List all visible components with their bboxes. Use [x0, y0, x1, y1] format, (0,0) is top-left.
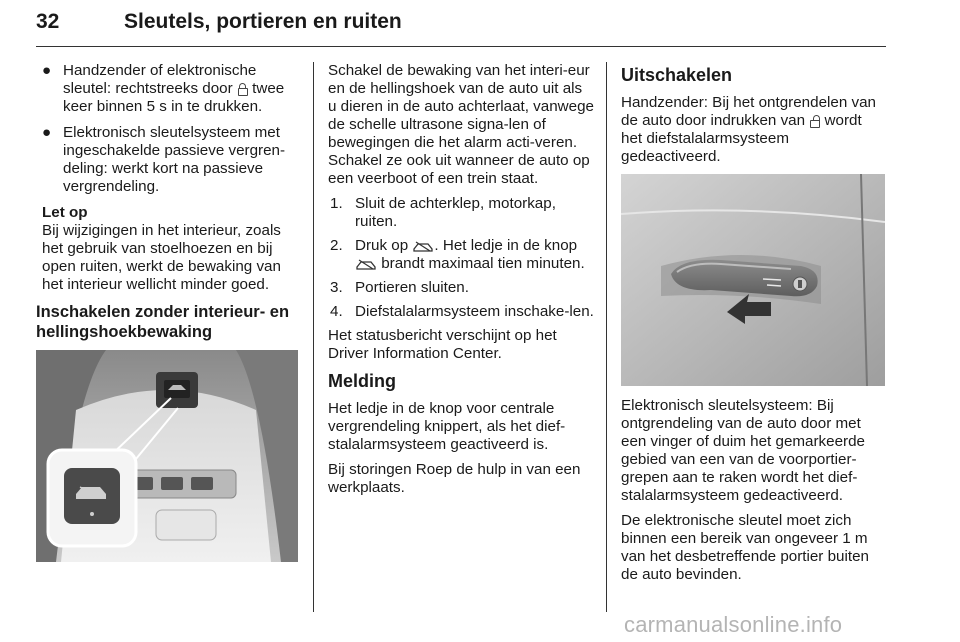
melding-paragraph-2: Bij storingen Roep de hulp in van een werkplaats. — [328, 461, 581, 496]
column-divider-1 — [313, 62, 314, 612]
step-item: 1. Sluit de achterklep, motorkap, ruiten. — [330, 195, 556, 230]
melding-paragraph-1: Het ledje in de knop voor centrale vergrendeling knippert, als het dief-stalalarmsysteem geactiveerd is. — [328, 400, 566, 453]
bullet-marker: ● — [42, 62, 52, 79]
heading-inschakelen: Inschakelen zonder interieur- en hellingshoekbewaking — [36, 303, 290, 341]
step-item: 3. Portieren sluiten. — [330, 279, 469, 296]
bullet-list — [36, 62, 298, 196]
note-body: Bij wijzigingen in het interieur, zoals het gebruik van stoelhoezen en bij open ruiten, werkt de bewaking van het interieur wellicht minder goed. — [42, 222, 281, 293]
car-alarm-icon — [412, 240, 434, 252]
column-divider-2 — [606, 62, 607, 612]
status-paragraph: Het statusbericht verschijnt op het Driver Information Center. — [328, 327, 557, 362]
page-number: 32 — [36, 10, 60, 33]
heading-uitschakelen: Uitschakelen — [621, 65, 733, 85]
column-right — [621, 62, 887, 591]
keyless-paragraph: Elektronisch sleutelsysteem: Bij ontgrendeling van de auto door met een vinger of duim het gemarkeerde gebied van een van de voorportier-grepen aan te raken wordt het dief-stalalarmsysteem gedeactiveerd. — [621, 397, 865, 504]
column-middle — [328, 62, 594, 504]
step-item: 4. Diefstalalarmsysteem inschake-len. — [330, 303, 594, 320]
door-handle-illustration — [621, 174, 887, 391]
header-rule — [36, 46, 886, 47]
bullet-item: ● Elektronisch sleutelsysteem met ingeschakelde passieve vergren-deling: werkt kort na passieve vergrendeling. — [42, 124, 286, 195]
bullet-item: ● Handzender of elektronische sleutel: rechtstreeks door twee keer binnen 5 s in te drukken. — [42, 62, 285, 115]
car-alarm-icon — [355, 258, 377, 270]
unlock-icon — [810, 115, 819, 126]
lock-icon — [238, 83, 247, 94]
page-header — [36, 6, 886, 44]
heading-melding: Melding — [328, 371, 396, 391]
step-item: 2. Druk op . Het ledje in de knop brandt maximaal tien minuten. — [330, 237, 585, 272]
range-paragraph: De elektronische sleutel moet zich binnen een bereik van ongeveer 1 m van het desbetreffende portier buiten de auto bevinden. — [621, 512, 869, 583]
remote-paragraph: Handzender: Bij het ontgrendelen van de auto door indrukken van wordt het diefstalalarmsysteem gedeactiveerd. — [621, 94, 876, 165]
intro-paragraph: Schakel de bewaking van het interi-eur en de hellingshoek van de auto uit als u dieren in de auto achterlaat, vanwege de schelle ultrasone signa-len of bewegingen die het alarm acti-veren. Schakel ze ook uit wanneer de auto op een veerboot of een trein staat. — [328, 62, 594, 187]
note-title: Let op — [42, 204, 88, 221]
column-left — [36, 62, 298, 573]
watermark: carmanualsonline.info — [624, 612, 843, 637]
bullet-marker: ● — [42, 124, 52, 141]
steps-list — [328, 195, 594, 321]
roof-console-illustration — [36, 350, 298, 567]
section-title: Sleutels, portieren en ruiten — [124, 10, 402, 33]
